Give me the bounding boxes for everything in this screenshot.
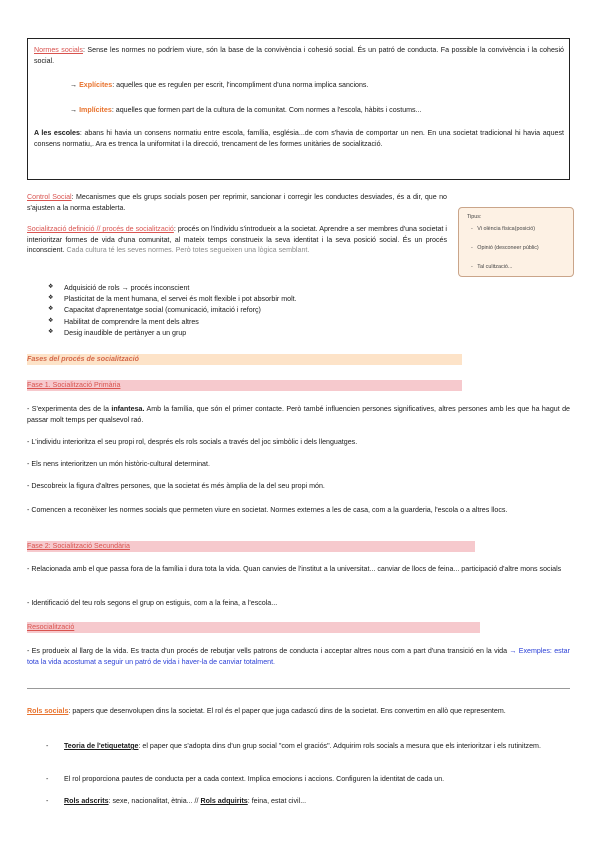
control-social-paragraph [27,192,447,213]
fase1-heading: Fase 1. Socialització Primària [27,381,121,389]
tips-item: - Tal culització... [471,264,513,270]
control-social-text: : Mecanismes que els grups socials posen per reprimir, sancionar i corregir les conductes desviades, és a dir, que no s'ajusten a la norma establerta. [27,193,447,212]
diamond-bullet-icon: ❖ [48,284,54,290]
diamond-bullet-icon: ❖ [48,317,54,324]
explicites-text: : aquelles que es regulen per escrit, l'incompliment d'una norma implica sancions. [112,81,369,89]
socialitzacio-text: : procés on l'individu s'introdueix a la societat. Aprendre a ser membres d'una societat i interioritzar formes de vida d'una comunitat, al mateix temps construeix la seva identitat i la seva posició social. És un procés inconscient. [27,225,447,255]
fase2-paragraph: - Relacionada amb el que passa fora de la família i dura tota la vida. Quan canvies de l'institut a la universitat... canviar de llocs de feina... participació d'altre mons socials [27,565,562,573]
tips-title: Tipus: [467,214,482,220]
fase1-paragraph: - Descobreix la figura d'altres persones, que la societat és més àmplia de la del seu propi món. [27,482,325,490]
tips-item: - Opinió (desconeer públic) [471,245,539,251]
explicites-arrow: → [70,81,80,89]
bullet-item: ❖ Adquisició de rols → procés inconscient [48,283,468,294]
bullet-item: ❖ Habilitat de comprendre la ment dels altres [48,317,468,328]
fase1-paragraph: - S'experimenta des de la infantesa. Amb la família, que són el primer contacte. Però també influencien persones significatives, altres persones amb les que ha hagut de passar molt temps per qualsevol raó. [27,405,570,424]
resocialitzacio-heading-band [27,622,480,633]
bullet-list [48,283,468,339]
normes-paragraph [34,45,564,66]
bullet-item: ❖ Capacitat d'aprenentatge social (comunicació, imitació i reforç) [48,305,468,316]
diamond-bullet-icon: ❖ [48,306,54,313]
fase1-paragraph: - Comencen a reconèixer les normes socials que permeten viure en societat. Normes externes a les de casa, com a la guarderia, l'escola o a altres llocs. [27,506,508,514]
explicites-label: Explícites [79,81,113,89]
escoles-text: : abans hi havia un consens normatiu entre escola, família, església...de com s'havia de comportar un nen. En una societat tradicional hi havia aquest consens normatiu,. Ara es trenca la uniformitat i la direcció, trencament de les formes unitàries de socialització. [34,129,564,148]
rols-item: - Teoria de l'etiquetatge: el paper que s'adopta dins d'un grup social "com el graciós". Adquirim rols socials a mesura que els interioritzar i els rutinitzem. [46,742,541,750]
fases-heading: Fases del procés de socialització [27,355,139,363]
diamond-bullet-icon: ❖ [48,295,54,302]
normes-text: : Sense les normes no podríem viure, són la base de la convivència i cohesió social. És un patró de conducta. Fa possible la convivència i la cohesió social. [34,46,564,65]
rols-item: - El rol proporciona pautes de conducta per a cada context. Implica emocions i accions. Configuren la identitat de cada un. [46,775,445,783]
implicites-arrow: → [70,106,80,114]
tips-note [458,207,574,277]
socialitzacio-grey-text: Cada cultura té les seves normes. Però totes segueixen una lògica semblant. [64,246,310,255]
rols-label: Rols socials [27,707,69,715]
resocialitzacio-paragraph: - Es produeix al llarg de la vida. Es tracta d'un procés de rebutjar vells patrons de conducta i acceptar altres nous com a part d'una transició en la vida → Exemples: estar tota la vida acostumat a seguir un patró de vida i haver-la de canviar totalment. [27,647,570,666]
fase1-paragraph: - Els nens interioritzen un món històric-cultural determinat. [27,460,210,468]
implicites-text: : aquelles que formen part de la cultura de la comunitat. Com normes a l'escola, hàbits i costums... [111,106,422,114]
divider [27,688,570,689]
fase2-heading: Fase 2: Socialització Secundària [27,542,130,550]
socialitzacio-paragraph [27,224,447,256]
rols-paragraph: Rols socials: papers que desenvolupen dins la societat. El rol és el paper que juga cadascú dins de la societat. Ens convertim en allò que representem. [27,707,506,715]
implicites-paragraph [70,105,560,116]
rols-item: - Rols adscrits: sexe, nacionalitat, ètnia... // Rols adquirits: feina, estat civil... [46,797,307,805]
socialitzacio-label: Socialització definició // procés de socialització [27,225,174,233]
normes-label: Normes socials [34,46,83,54]
control-social-label: Control Social [27,193,72,201]
bullet-item: ❖ Desig inaudible de pertànyer a un grup [48,328,468,339]
resocialitzacio-heading: Resocialització [27,623,75,631]
implicites-label: Implícites [79,106,112,114]
explicites-paragraph [70,80,560,91]
bullet-item: ❖ Plasticitat de la ment humana, el servei és molt flexible i pot absorbir molt. [48,294,468,305]
tips-item: - Vi olència física(posició) [471,226,536,232]
fase1-paragraph: - L'individu interioritza el seu propi rol, després els rols socials a través del joc simbòlic i dels llenguatges. [27,438,358,446]
diamond-bullet-icon: ❖ [48,328,54,335]
escoles-paragraph [34,128,564,149]
fase2-paragraph: - Identificació del teu rols segons el grup on estiguis, com a la feina, a l'escola... [27,599,278,607]
escoles-label: A les escoles [34,129,80,137]
